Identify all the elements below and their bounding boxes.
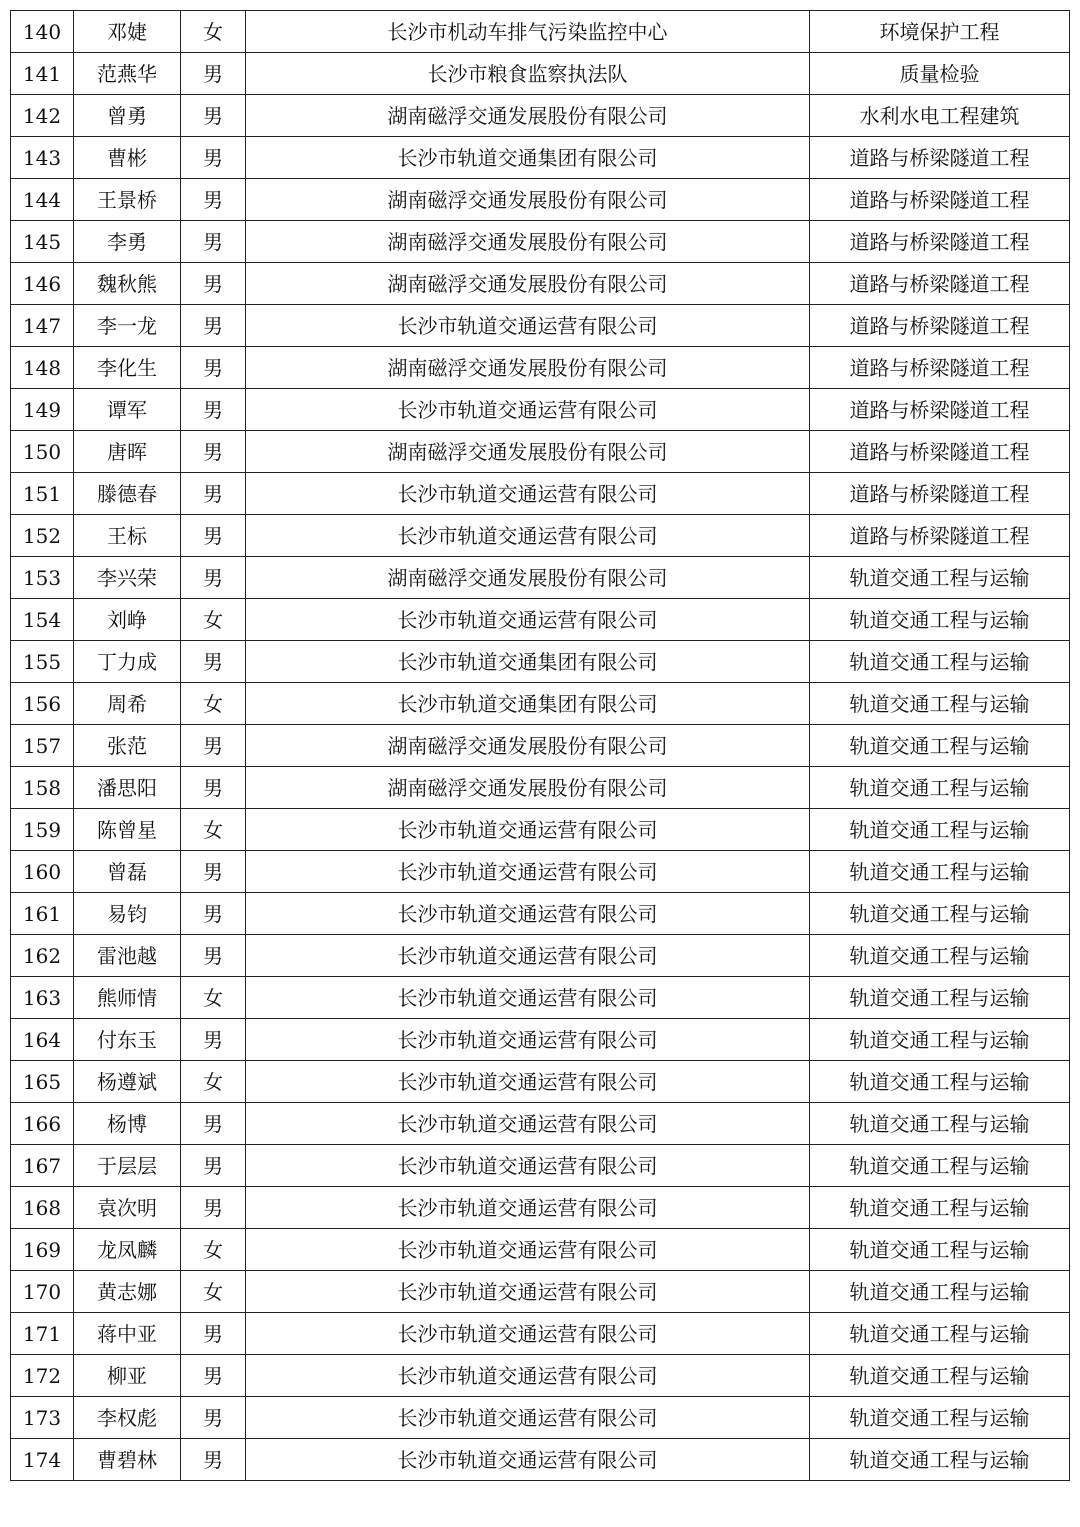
name-cell: 邓婕 — [74, 11, 181, 53]
table-row — [11, 935, 1070, 977]
gender-cell: 男 — [181, 473, 246, 515]
table-row — [11, 1439, 1070, 1481]
row-number-cell: 148 — [11, 347, 74, 389]
unit-cell: 长沙市轨道交通运营有限公司 — [246, 1187, 810, 1229]
row-number-cell: 145 — [11, 221, 74, 263]
table-row — [11, 347, 1070, 389]
gender-cell: 男 — [181, 221, 246, 263]
unit-cell: 长沙市轨道交通运营有限公司 — [246, 1061, 810, 1103]
major-cell: 轨道交通工程与运输 — [810, 725, 1070, 767]
name-cell: 范燕华 — [74, 53, 181, 95]
major-cell: 道路与桥梁隧道工程 — [810, 431, 1070, 473]
table-row — [11, 137, 1070, 179]
name-cell: 滕德春 — [74, 473, 181, 515]
table-row — [11, 725, 1070, 767]
major-cell: 质量检验 — [810, 53, 1070, 95]
unit-cell: 湖南磁浮交通发展股份有限公司 — [246, 725, 810, 767]
name-cell: 王标 — [74, 515, 181, 557]
name-cell: 李化生 — [74, 347, 181, 389]
major-cell: 水利水电工程建筑 — [810, 95, 1070, 137]
table-row — [11, 221, 1070, 263]
name-cell: 龙凤麟 — [74, 1229, 181, 1271]
major-cell: 轨道交通工程与运输 — [810, 1061, 1070, 1103]
major-cell: 道路与桥梁隧道工程 — [810, 179, 1070, 221]
row-number-cell: 170 — [11, 1271, 74, 1313]
row-number-cell: 152 — [11, 515, 74, 557]
name-cell: 杨博 — [74, 1103, 181, 1145]
row-number-cell: 166 — [11, 1103, 74, 1145]
row-number-cell: 142 — [11, 95, 74, 137]
gender-cell: 男 — [181, 935, 246, 977]
unit-cell: 长沙市轨道交通运营有限公司 — [246, 389, 810, 431]
unit-cell: 长沙市轨道交通运营有限公司 — [246, 1019, 810, 1061]
major-cell: 轨道交通工程与运输 — [810, 1103, 1070, 1145]
major-cell: 轨道交通工程与运输 — [810, 1313, 1070, 1355]
gender-cell: 男 — [181, 431, 246, 473]
name-cell: 刘峥 — [74, 599, 181, 641]
row-number-cell: 172 — [11, 1355, 74, 1397]
name-cell: 曾磊 — [74, 851, 181, 893]
major-cell: 轨道交通工程与运输 — [810, 935, 1070, 977]
name-cell: 曹彬 — [74, 137, 181, 179]
row-number-cell: 159 — [11, 809, 74, 851]
row-number-cell: 161 — [11, 893, 74, 935]
name-cell: 李一龙 — [74, 305, 181, 347]
row-number-cell: 144 — [11, 179, 74, 221]
row-number-cell: 141 — [11, 53, 74, 95]
gender-cell: 女 — [181, 977, 246, 1019]
gender-cell: 女 — [181, 1271, 246, 1313]
gender-cell: 男 — [181, 515, 246, 557]
gender-cell: 男 — [181, 767, 246, 809]
major-cell: 道路与桥梁隧道工程 — [810, 473, 1070, 515]
gender-cell: 男 — [181, 263, 246, 305]
name-cell: 杨遵斌 — [74, 1061, 181, 1103]
major-cell: 环境保护工程 — [810, 11, 1070, 53]
unit-cell: 长沙市轨道交通运营有限公司 — [246, 1355, 810, 1397]
gender-cell: 男 — [181, 1397, 246, 1439]
unit-cell: 长沙市轨道交通运营有限公司 — [246, 893, 810, 935]
gender-cell: 男 — [181, 1313, 246, 1355]
major-cell: 轨道交通工程与运输 — [810, 1271, 1070, 1313]
name-cell: 易钧 — [74, 893, 181, 935]
major-cell: 道路与桥梁隧道工程 — [810, 515, 1070, 557]
gender-cell: 男 — [181, 1439, 246, 1481]
major-cell: 道路与桥梁隧道工程 — [810, 305, 1070, 347]
name-cell: 张范 — [74, 725, 181, 767]
roster-body — [11, 11, 1070, 1481]
name-cell: 李勇 — [74, 221, 181, 263]
table-row — [11, 515, 1070, 557]
major-cell: 轨道交通工程与运输 — [810, 1397, 1070, 1439]
table-row — [11, 1313, 1070, 1355]
name-cell: 曹碧林 — [74, 1439, 181, 1481]
major-cell: 轨道交通工程与运输 — [810, 851, 1070, 893]
gender-cell: 男 — [181, 641, 246, 683]
name-cell: 付东玉 — [74, 1019, 181, 1061]
gender-cell: 女 — [181, 809, 246, 851]
row-number-cell: 155 — [11, 641, 74, 683]
unit-cell: 长沙市轨道交通运营有限公司 — [246, 1145, 810, 1187]
gender-cell: 男 — [181, 1103, 246, 1145]
name-cell: 曾勇 — [74, 95, 181, 137]
unit-cell: 湖南磁浮交通发展股份有限公司 — [246, 179, 810, 221]
major-cell: 道路与桥梁隧道工程 — [810, 221, 1070, 263]
row-number-cell: 156 — [11, 683, 74, 725]
row-number-cell: 162 — [11, 935, 74, 977]
table-row — [11, 851, 1070, 893]
name-cell: 陈曾星 — [74, 809, 181, 851]
gender-cell: 男 — [181, 347, 246, 389]
unit-cell: 湖南磁浮交通发展股份有限公司 — [246, 263, 810, 305]
unit-cell: 湖南磁浮交通发展股份有限公司 — [246, 95, 810, 137]
row-number-cell: 171 — [11, 1313, 74, 1355]
gender-cell: 男 — [181, 95, 246, 137]
gender-cell: 男 — [181, 1145, 246, 1187]
unit-cell: 湖南磁浮交通发展股份有限公司 — [246, 221, 810, 263]
gender-cell: 男 — [181, 893, 246, 935]
row-number-cell: 173 — [11, 1397, 74, 1439]
gender-cell: 男 — [181, 725, 246, 767]
major-cell: 轨道交通工程与运输 — [810, 1019, 1070, 1061]
unit-cell: 长沙市轨道交通运营有限公司 — [246, 1397, 810, 1439]
unit-cell: 长沙市轨道交通集团有限公司 — [246, 641, 810, 683]
row-number-cell: 168 — [11, 1187, 74, 1229]
unit-cell: 长沙市轨道交通运营有限公司 — [246, 809, 810, 851]
row-number-cell: 174 — [11, 1439, 74, 1481]
major-cell: 轨道交通工程与运输 — [810, 1355, 1070, 1397]
gender-cell: 男 — [181, 53, 246, 95]
table-row — [11, 977, 1070, 1019]
table-row — [11, 431, 1070, 473]
unit-cell: 长沙市轨道交通运营有限公司 — [246, 305, 810, 347]
name-cell: 柳亚 — [74, 1355, 181, 1397]
gender-cell: 女 — [181, 599, 246, 641]
row-number-cell: 153 — [11, 557, 74, 599]
name-cell: 李权彪 — [74, 1397, 181, 1439]
name-cell: 黄志娜 — [74, 1271, 181, 1313]
unit-cell: 长沙市轨道交通运营有限公司 — [246, 1313, 810, 1355]
major-cell: 轨道交通工程与运输 — [810, 1439, 1070, 1481]
major-cell: 轨道交通工程与运输 — [810, 1145, 1070, 1187]
name-cell: 蒋中亚 — [74, 1313, 181, 1355]
name-cell: 丁力成 — [74, 641, 181, 683]
unit-cell: 长沙市轨道交通运营有限公司 — [246, 977, 810, 1019]
row-number-cell: 158 — [11, 767, 74, 809]
unit-cell: 长沙市轨道交通集团有限公司 — [246, 137, 810, 179]
unit-cell: 长沙市轨道交通运营有限公司 — [246, 1271, 810, 1313]
gender-cell: 男 — [181, 1355, 246, 1397]
gender-cell: 男 — [181, 1019, 246, 1061]
major-cell: 轨道交通工程与运输 — [810, 557, 1070, 599]
row-number-cell: 140 — [11, 11, 74, 53]
unit-cell: 长沙市轨道交通集团有限公司 — [246, 683, 810, 725]
table-row — [11, 1229, 1070, 1271]
row-number-cell: 147 — [11, 305, 74, 347]
table-row — [11, 641, 1070, 683]
name-cell: 雷池越 — [74, 935, 181, 977]
name-cell: 于层层 — [74, 1145, 181, 1187]
major-cell: 轨道交通工程与运输 — [810, 641, 1070, 683]
row-number-cell: 149 — [11, 389, 74, 431]
table-row — [11, 263, 1070, 305]
table-row — [11, 473, 1070, 515]
unit-cell: 湖南磁浮交通发展股份有限公司 — [246, 431, 810, 473]
gender-cell: 男 — [181, 1187, 246, 1229]
gender-cell: 男 — [181, 389, 246, 431]
row-number-cell: 163 — [11, 977, 74, 1019]
unit-cell: 长沙市轨道交通运营有限公司 — [246, 1439, 810, 1481]
table-row — [11, 95, 1070, 137]
row-number-cell: 157 — [11, 725, 74, 767]
gender-cell: 男 — [181, 305, 246, 347]
row-number-cell: 167 — [11, 1145, 74, 1187]
table-row — [11, 1103, 1070, 1145]
table-row — [11, 809, 1070, 851]
major-cell: 轨道交通工程与运输 — [810, 893, 1070, 935]
row-number-cell: 169 — [11, 1229, 74, 1271]
major-cell: 轨道交通工程与运输 — [810, 599, 1070, 641]
table-row — [11, 683, 1070, 725]
unit-cell: 湖南磁浮交通发展股份有限公司 — [246, 767, 810, 809]
name-cell: 袁次明 — [74, 1187, 181, 1229]
name-cell: 李兴荣 — [74, 557, 181, 599]
table-row — [11, 1187, 1070, 1229]
name-cell: 熊师情 — [74, 977, 181, 1019]
table-row — [11, 557, 1070, 599]
table-row — [11, 1061, 1070, 1103]
table-row — [11, 389, 1070, 431]
major-cell: 道路与桥梁隧道工程 — [810, 137, 1070, 179]
unit-cell: 长沙市轨道交通运营有限公司 — [246, 935, 810, 977]
name-cell: 唐晖 — [74, 431, 181, 473]
table-row — [11, 53, 1070, 95]
gender-cell: 男 — [181, 851, 246, 893]
table-row — [11, 893, 1070, 935]
major-cell: 轨道交通工程与运输 — [810, 809, 1070, 851]
table-row — [11, 767, 1070, 809]
row-number-cell: 151 — [11, 473, 74, 515]
table-row — [11, 179, 1070, 221]
major-cell: 道路与桥梁隧道工程 — [810, 347, 1070, 389]
unit-cell: 长沙市粮食监察执法队 — [246, 53, 810, 95]
unit-cell: 湖南磁浮交通发展股份有限公司 — [246, 347, 810, 389]
table-row — [11, 11, 1070, 53]
row-number-cell: 160 — [11, 851, 74, 893]
unit-cell: 长沙市轨道交通运营有限公司 — [246, 1103, 810, 1145]
unit-cell: 长沙市轨道交通运营有限公司 — [246, 599, 810, 641]
gender-cell: 女 — [181, 1229, 246, 1271]
major-cell: 轨道交通工程与运输 — [810, 767, 1070, 809]
roster-table — [10, 10, 1070, 1481]
gender-cell: 男 — [181, 557, 246, 599]
major-cell: 轨道交通工程与运输 — [810, 977, 1070, 1019]
major-cell: 道路与桥梁隧道工程 — [810, 389, 1070, 431]
gender-cell: 男 — [181, 179, 246, 221]
unit-cell: 长沙市轨道交通运营有限公司 — [246, 1229, 810, 1271]
major-cell: 轨道交通工程与运输 — [810, 1187, 1070, 1229]
unit-cell: 湖南磁浮交通发展股份有限公司 — [246, 557, 810, 599]
name-cell: 王景桥 — [74, 179, 181, 221]
row-number-cell: 143 — [11, 137, 74, 179]
major-cell: 轨道交通工程与运输 — [810, 683, 1070, 725]
gender-cell: 女 — [181, 11, 246, 53]
table-row — [11, 305, 1070, 347]
major-cell: 轨道交通工程与运输 — [810, 1229, 1070, 1271]
name-cell: 谭军 — [74, 389, 181, 431]
table-row — [11, 1397, 1070, 1439]
unit-cell: 长沙市轨道交通运营有限公司 — [246, 515, 810, 557]
unit-cell: 长沙市轨道交通运营有限公司 — [246, 851, 810, 893]
name-cell: 潘思阳 — [74, 767, 181, 809]
unit-cell: 长沙市机动车排气污染监控中心 — [246, 11, 810, 53]
table-row — [11, 1271, 1070, 1313]
table-row — [11, 599, 1070, 641]
gender-cell: 男 — [181, 137, 246, 179]
major-cell: 道路与桥梁隧道工程 — [810, 263, 1070, 305]
name-cell: 魏秋熊 — [74, 263, 181, 305]
gender-cell: 女 — [181, 1061, 246, 1103]
row-number-cell: 154 — [11, 599, 74, 641]
unit-cell: 长沙市轨道交通运营有限公司 — [246, 473, 810, 515]
table-row — [11, 1355, 1070, 1397]
row-number-cell: 165 — [11, 1061, 74, 1103]
gender-cell: 女 — [181, 683, 246, 725]
table-row — [11, 1019, 1070, 1061]
row-number-cell: 146 — [11, 263, 74, 305]
row-number-cell: 150 — [11, 431, 74, 473]
name-cell: 周希 — [74, 683, 181, 725]
table-row — [11, 1145, 1070, 1187]
row-number-cell: 164 — [11, 1019, 74, 1061]
